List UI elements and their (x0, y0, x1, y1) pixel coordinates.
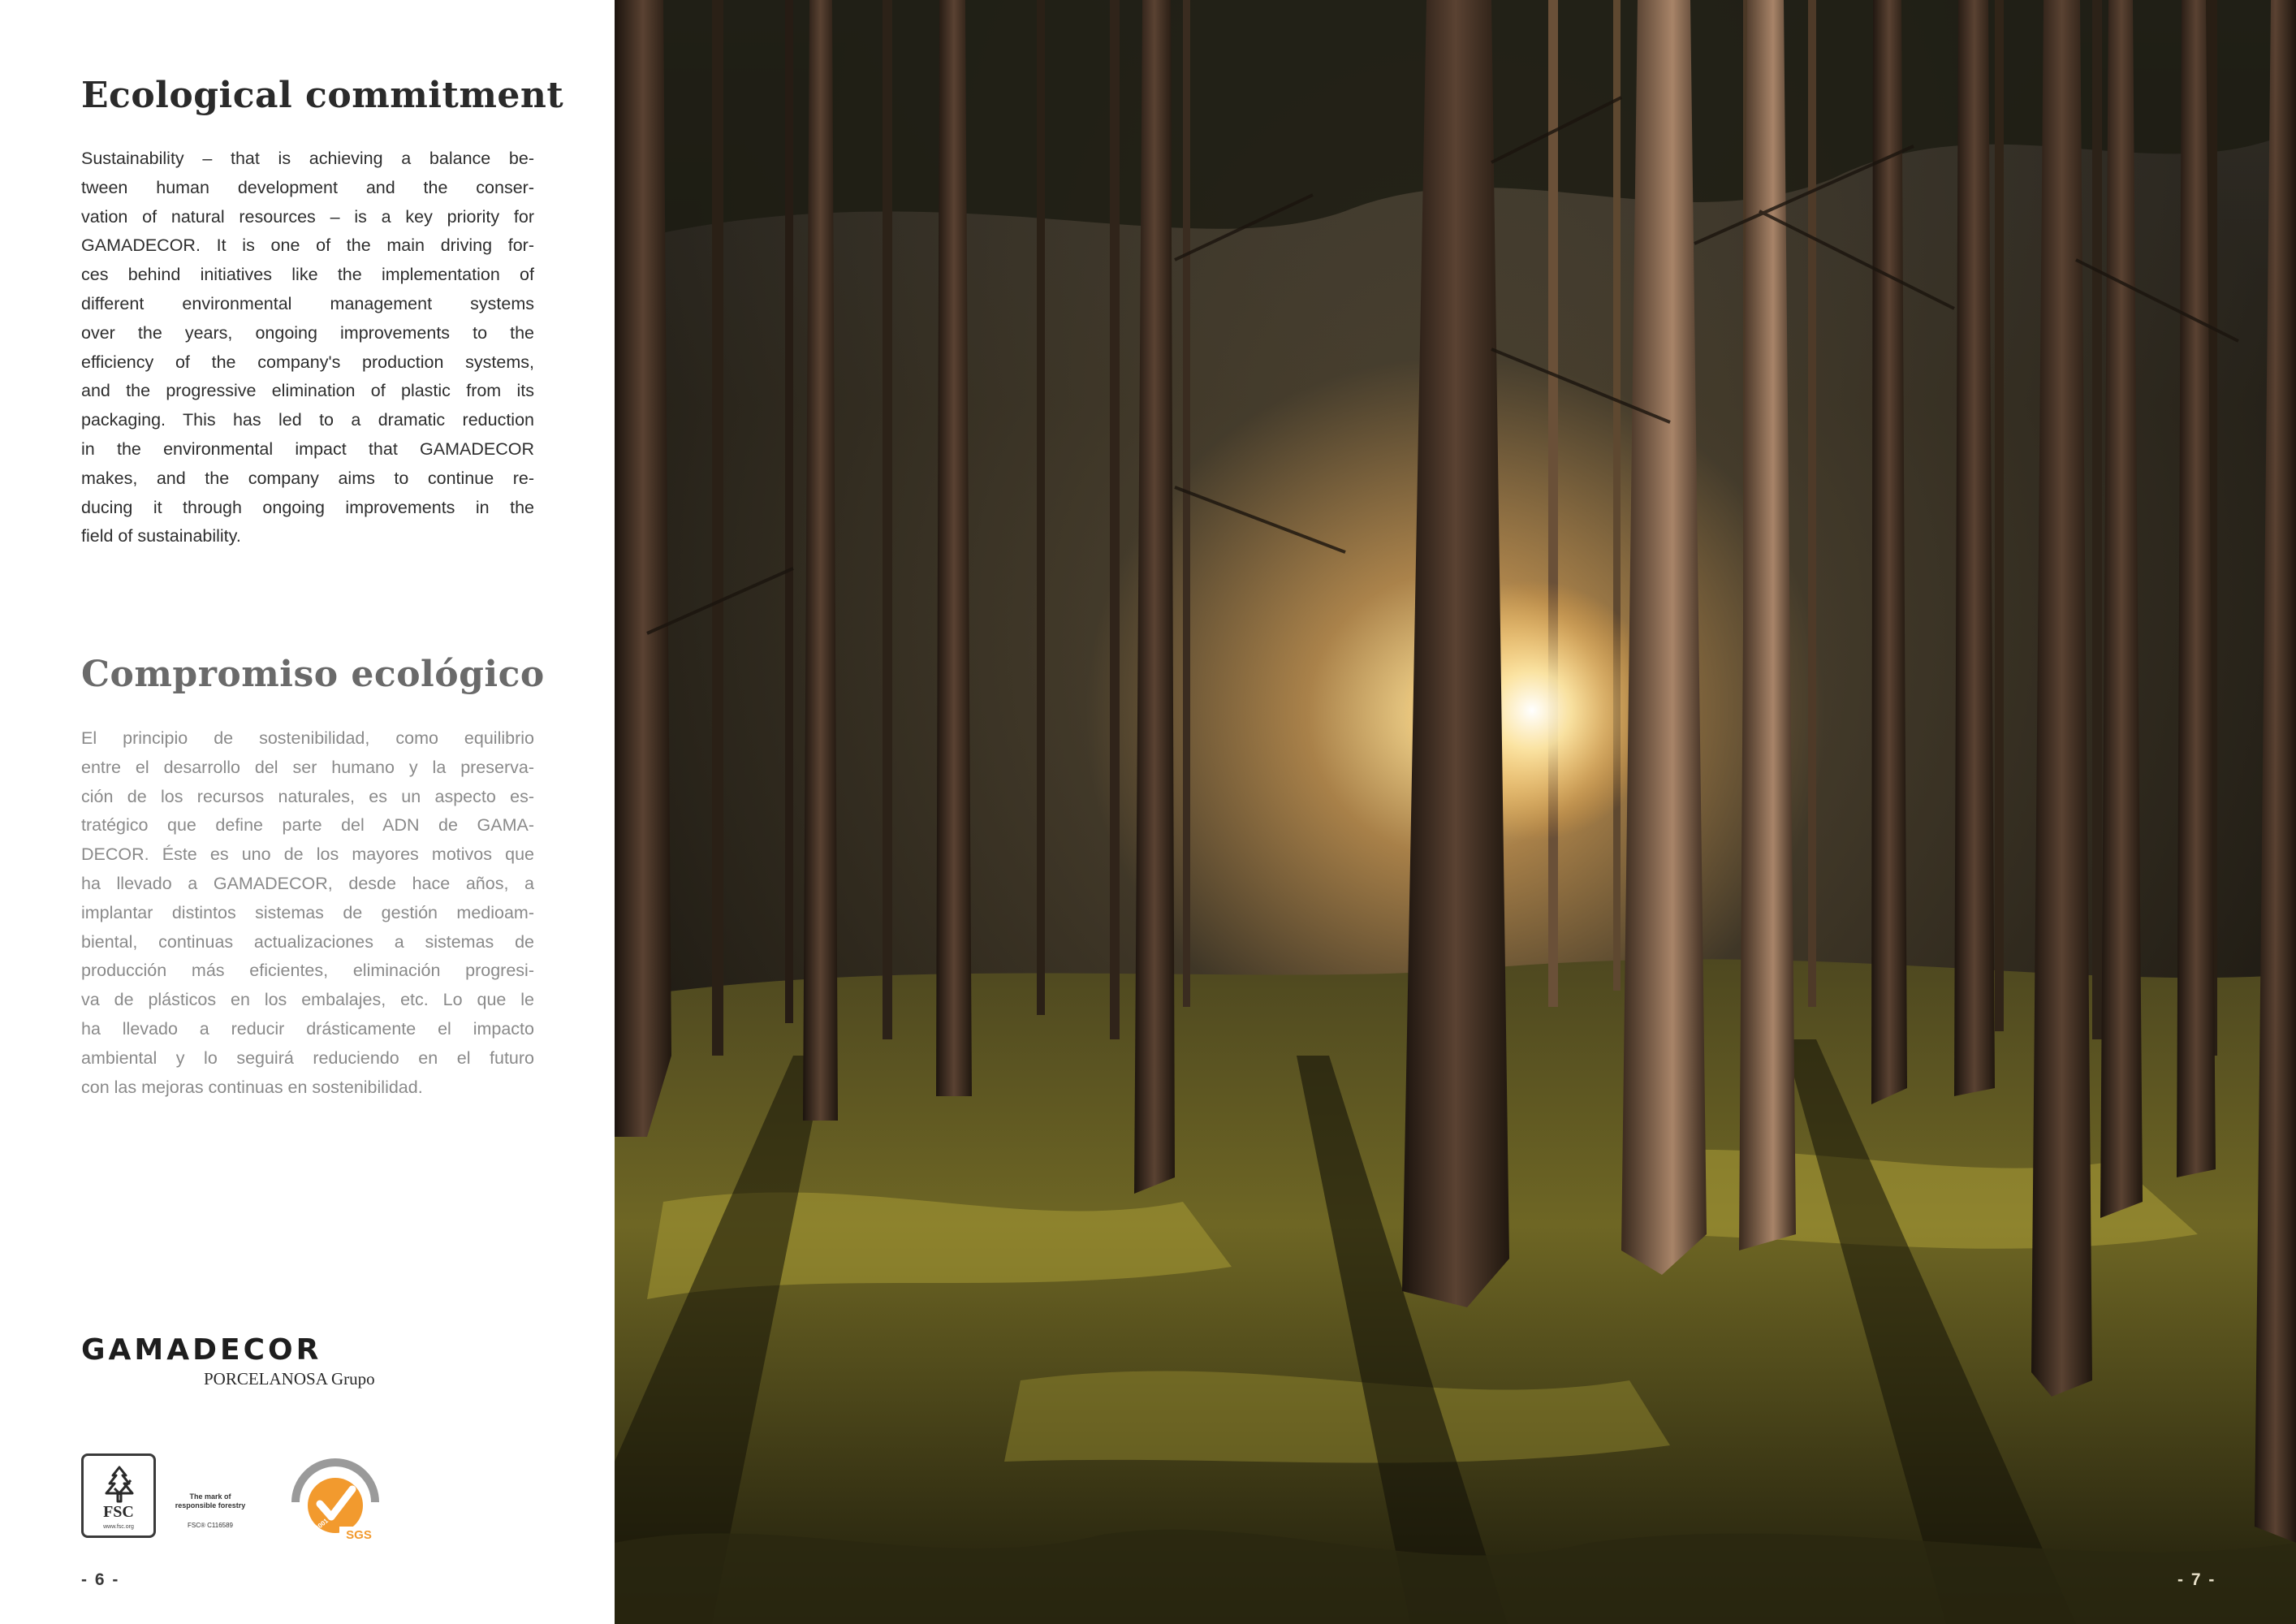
text-line: different environmental management systems (81, 293, 534, 313)
text-line: makes, and the company aims to continue re- (81, 468, 534, 488)
gamadecor-logo: GAMADECOR (81, 1333, 322, 1367)
text-line: con las mejoras continuas en sostenibilidad. (81, 1077, 423, 1097)
text-line: in the environmental impact that GAMADECOR (81, 438, 534, 459)
english-body-text (81, 145, 534, 551)
sgs-label: SGS (346, 1528, 372, 1542)
forest-photo-image (615, 0, 2296, 1624)
sgs-iso-label: ISO 14001 (300, 1517, 330, 1543)
text-line: tween human development and the conser- (81, 177, 534, 197)
text-line: GAMADECOR. It is one of the main driving for- (81, 235, 534, 256)
text-line: DECOR. Éste es uno de los mayores motivos que (81, 844, 534, 865)
fsc-label: FSC (103, 1503, 134, 1521)
text-line: vation of natural resources – is a key priority for (81, 206, 534, 227)
text-line: va de plásticos en los embalajes, etc. Lo que le (81, 990, 534, 1010)
text-line: efficiency of the company's production systems, (81, 352, 534, 372)
fsc-logo (81, 1453, 156, 1538)
text-line: biental, continuas actualizaciones a sistemas de (81, 931, 534, 952)
page-number-left: - 6 - (81, 1570, 120, 1589)
left-page (0, 0, 615, 1624)
text-line: ha llevado a GAMADECOR, desde hace años, a (81, 873, 534, 893)
page-number-right: - 7 - (2177, 1570, 2216, 1589)
text-line: ha llevado a reducir drásticamente el impacto (81, 1018, 534, 1039)
text-line: ción de los recursos naturales, es un aspecto es- (81, 786, 534, 806)
spanish-title: Compromiso ecológico (81, 654, 545, 695)
text-line: field of sustainability. (81, 526, 241, 546)
text-line: ambiental y lo seguirá reduciendo en el futuro (81, 1047, 534, 1068)
text-line: producción más eficientes, eliminación progresi- (81, 961, 534, 981)
text-line: over the years, ongoing improvements to the (81, 322, 534, 343)
text-line: entre el desarrollo del ser humano y la preserva- (81, 757, 534, 777)
text-line: El principio de sostenibilidad, como equilibrio (81, 728, 534, 748)
spanish-body-text (81, 724, 534, 1102)
text-line: implantar distintos sistemas de gestión medioam- (81, 902, 534, 922)
text-line: packaging. This has led to a dramatic reduction (81, 410, 534, 430)
fsc-mark-text: The mark of responsible forestry (175, 1492, 246, 1510)
forest-sunlight-photo (615, 0, 2296, 1624)
porcelanosa-group-label: PORCELANOSA Grupo (204, 1369, 375, 1389)
fsc-tree-icon (98, 1464, 140, 1505)
text-line: tratégico que define parte del ADN de GAMA- (81, 815, 534, 836)
text-line: ducing it through ongoing improvements in the (81, 497, 534, 517)
fsc-code-text: FSC® C116589 (188, 1522, 233, 1529)
text-line: Sustainability – that is achieving a balance be- (81, 149, 534, 168)
fsc-url: www.fsc.org (103, 1524, 134, 1530)
text-line: and the progressive elimination of plastic from its (81, 381, 534, 401)
english-title: Ecological commitment (81, 75, 564, 116)
sgs-iso-14001-logo (289, 1453, 382, 1543)
text-line: ces behind initiatives like the implementation of (81, 265, 534, 285)
